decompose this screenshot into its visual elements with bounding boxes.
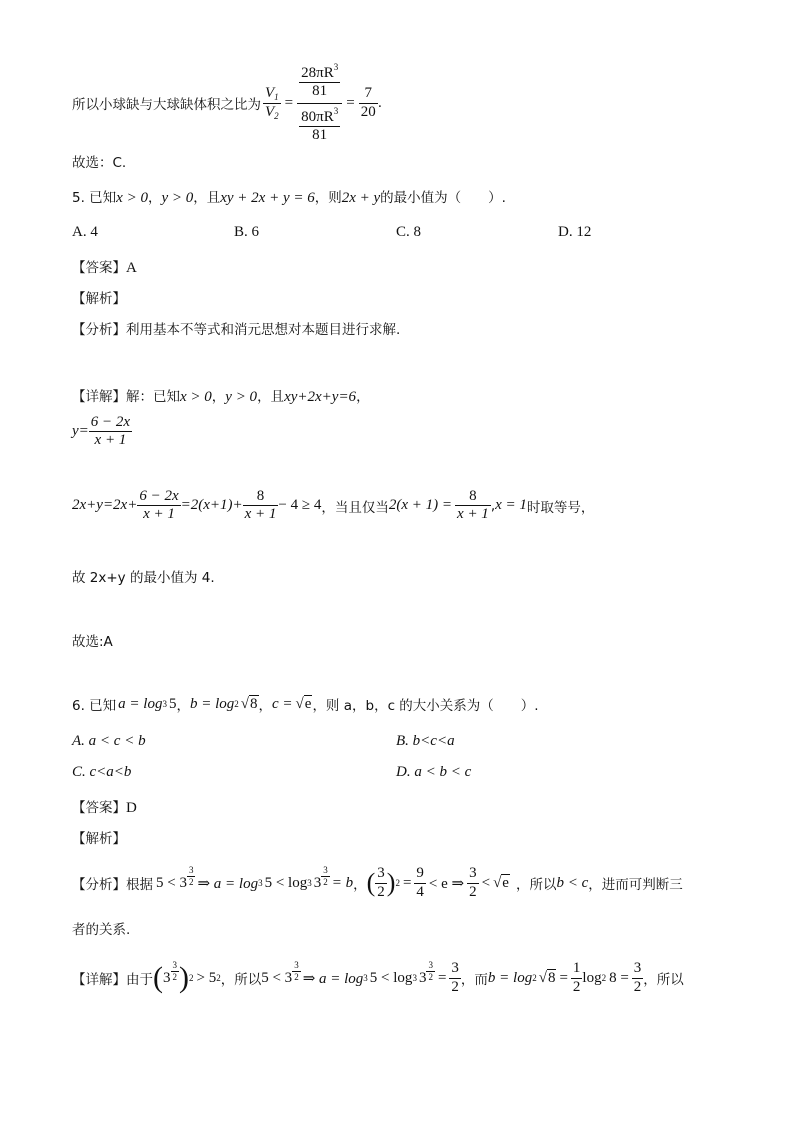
detail-exp-fraction-1: $\frac{3}{2}$: [172, 960, 177, 982]
q6-answer: 【答案】D: [72, 800, 137, 816]
q5-detail-line1: 【详解】解：已知x > 0，y > 0，且xy+2x+y=6，: [72, 389, 370, 405]
top-fraction: $\frac{28\pi R^3}{81}$: [301, 62, 339, 100]
q5-option-a[interactable]: A. 4: [72, 224, 98, 240]
sum-fraction-2: $\frac{8}{x + 1}$: [244, 488, 277, 523]
q5-answer: 【答案】A: [72, 260, 137, 276]
q5-option-d[interactable]: D. 12: [558, 224, 592, 240]
sum-fraction-1: $\frac{6 - 2x}{x + 1}$: [139, 488, 179, 523]
q6-detail-line: 【详解】 由于 ( 3 $\frac{3}{2}$ ) 2 > 5 2 ，所以 5 < 3 $\frac{3}{2}$ ⇒ a = log 3 5 < log 3 3 $\frac{3}{2}$ = $\frac{3}{2}$ ，而 b = log 2 √ 8 = $\frac{1}{2}$ log 2 8 = $\frac{3}{2}$ ，所以: [72, 960, 684, 995]
q5-analysis-label: 【解析】: [72, 291, 126, 307]
ratio-line: 所以小球缺与大球缺体积之比为 $\frac{V_1}{V_2}$ = $\frac{\frac{28\pi R^3}{81}}{\frac{80\pi R^3}{81}}$ = $\frac{7}{20}$ .: [72, 62, 382, 143]
detail-half-fraction: $\frac{1}{2}$: [572, 960, 581, 995]
q6-stem: 6. 已知 a = log 3 5 ， b = log 2 √ 8 ， c = √ e ，则 a，b，c 的大小关系为（ ）.: [72, 695, 539, 714]
q5-choice: 故选:A: [72, 634, 113, 650]
three-halves-fraction: $\frac{3}{2}$: [469, 865, 477, 900]
sum-fraction-3: $\frac{8}{x + 1}$: [457, 488, 489, 523]
q6-fenxi-line1: 【分析】 根据 5 < 3 $\frac{3}{2}$ ⇒ a = log 3 5 < log 3 3 $\frac{3}{2}$ = b ， ( $\frac{3}{2}$ ) 2 = $\frac{9}{4}$ < e ⇒ $\frac{3}{2}$ < √ e ，所以 b < c ，进而可判断三: [72, 865, 683, 900]
detail-result-fraction: $\frac{3}{2}$: [633, 960, 642, 995]
detail-exp-fraction-3: $\frac{3}{2}$: [428, 960, 433, 982]
q5-sum-expression: 2x+y=2x+ $\frac{6 - 2x}{x + 1}$ =2(x+1)+ $\frac{8}{x + 1}$ − 4 ≥ 4 ，当且仅当 2(x + 1) = $\frac{8}{x + 1}$ , x = 1 时取等号，: [72, 488, 595, 523]
q6-option-c[interactable]: C. c<a<b: [72, 764, 132, 780]
result-fraction: $\frac{7}{20}$: [360, 85, 376, 120]
exp-fraction-2: $\frac{3}{2}$: [323, 865, 328, 887]
q6-option-d[interactable]: D. a < b < c: [396, 764, 472, 780]
exp-fraction-1: $\frac{3}{2}$: [188, 865, 194, 887]
q6-analysis-label: 【解析】: [72, 831, 126, 847]
q6-fenxi-line2: 者的关系.: [72, 922, 131, 938]
q5-conclusion: 故 2x+y 的最小值为 4.: [72, 570, 215, 586]
q6-option-b[interactable]: B. b<c<a: [396, 733, 455, 749]
y-fraction: $\frac{6 - 2x}{x + 1}$: [90, 414, 131, 449]
paren-fraction: $\frac{3}{2}$: [377, 865, 385, 900]
q5-fenxi: 【分析】利用基本不等式和消元思想对本题目进行求解.: [72, 322, 401, 338]
q5-y-expression: y= $\frac{6 - 2x}{x + 1}$: [72, 414, 131, 449]
bottom-fraction: $\frac{80\pi R^3}{81}$: [301, 105, 339, 143]
nine-fourths-fraction: $\frac{9}{4}$: [416, 865, 424, 900]
detail-exp-fraction-2: $\frac{3}{2}$: [294, 960, 299, 982]
q6-option-a[interactable]: A. a < c < b: [72, 733, 146, 749]
compound-fraction: [297, 62, 342, 144]
detail-three-halves: $\frac{3}{2}$: [451, 960, 459, 995]
q5-option-b[interactable]: B. 6: [234, 224, 260, 240]
q5-stem: 5. 已知x > 0，y > 0，且xy + 2x + y = 6，则2x + y的最小值为（ ）.: [72, 190, 506, 206]
v-ratio-fraction: $\frac{V_1}{V_2}$: [265, 85, 279, 121]
q5-option-c[interactable]: C. 8: [396, 224, 422, 240]
ratio-prefix: 所以小球缺与大球缺体积之比为: [72, 97, 261, 113]
q4-choice: 故选：C.: [72, 155, 127, 171]
